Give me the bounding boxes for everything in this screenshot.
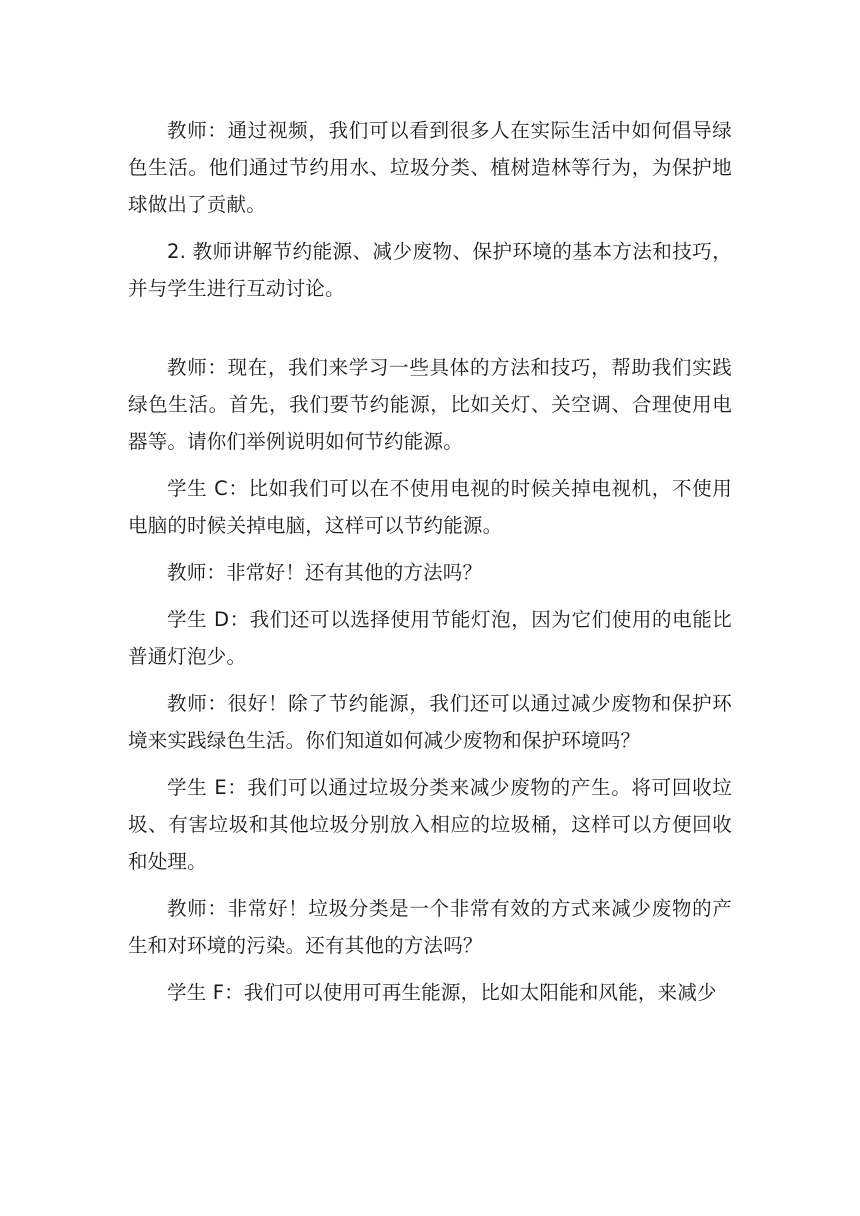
paragraph-student-d: 学生 D：我们还可以选择使用节能灯泡，因为它们使用的电能比普通灯泡少。: [128, 608, 732, 668]
paragraph-teacher-reply-3: 教师：非常好！垃圾分类是一个非常有效的方式来减少废物的产生和对环境的污染。还有其他的方法吗？: [128, 897, 732, 957]
section-spacer: [128, 317, 732, 349]
paragraph-student-c: 学生 C：比如我们可以在不使用电视的时候关掉电视机，不使用电脑的时候关掉电脑，这样可以节约能源。: [128, 477, 732, 537]
document-body: [128, 112, 732, 1021]
paragraph-student-f: 学生 F：我们可以使用可再生能源，比如太阳能和风能，来减少: [167, 981, 717, 1004]
paragraph-teacher-reply-1: 教师：非常好！还有其他的方法吗？: [167, 561, 483, 584]
paragraph-student-e: 学生 E：我们可以通过垃圾分类来减少废物的产生。将可回收垃圾、有害垃圾和其他垃圾分别放入相应的垃圾桶，这样可以方便回收和处理。: [128, 776, 732, 873]
paragraph-teacher-reply-2: 教师：很好！除了节约能源，我们还可以通过减少废物和保护环境来实践绿色生活。你们知道如何减少废物和保护环境吗？: [128, 692, 732, 752]
paragraph-teacher-methods: 教师：现在，我们来学习一些具体的方法和技巧，帮助我们实践绿色生活。首先，我们要节约能源，比如关灯、关空调、合理使用电器等。请你们举例说明如何节约能源。: [128, 356, 732, 453]
paragraph-teacher-video: 教师：通过视频，我们可以看到很多人在实际生活中如何倡导绿色生活。他们通过节约用水、垃圾分类、植树造林等行为，为保护地球做出了贡献。: [128, 119, 732, 216]
paragraph-step-2: 2. 教师讲解节约能源、减少废物、保护环境的基本方法和技巧，并与学生进行互动讨论。: [128, 240, 732, 300]
